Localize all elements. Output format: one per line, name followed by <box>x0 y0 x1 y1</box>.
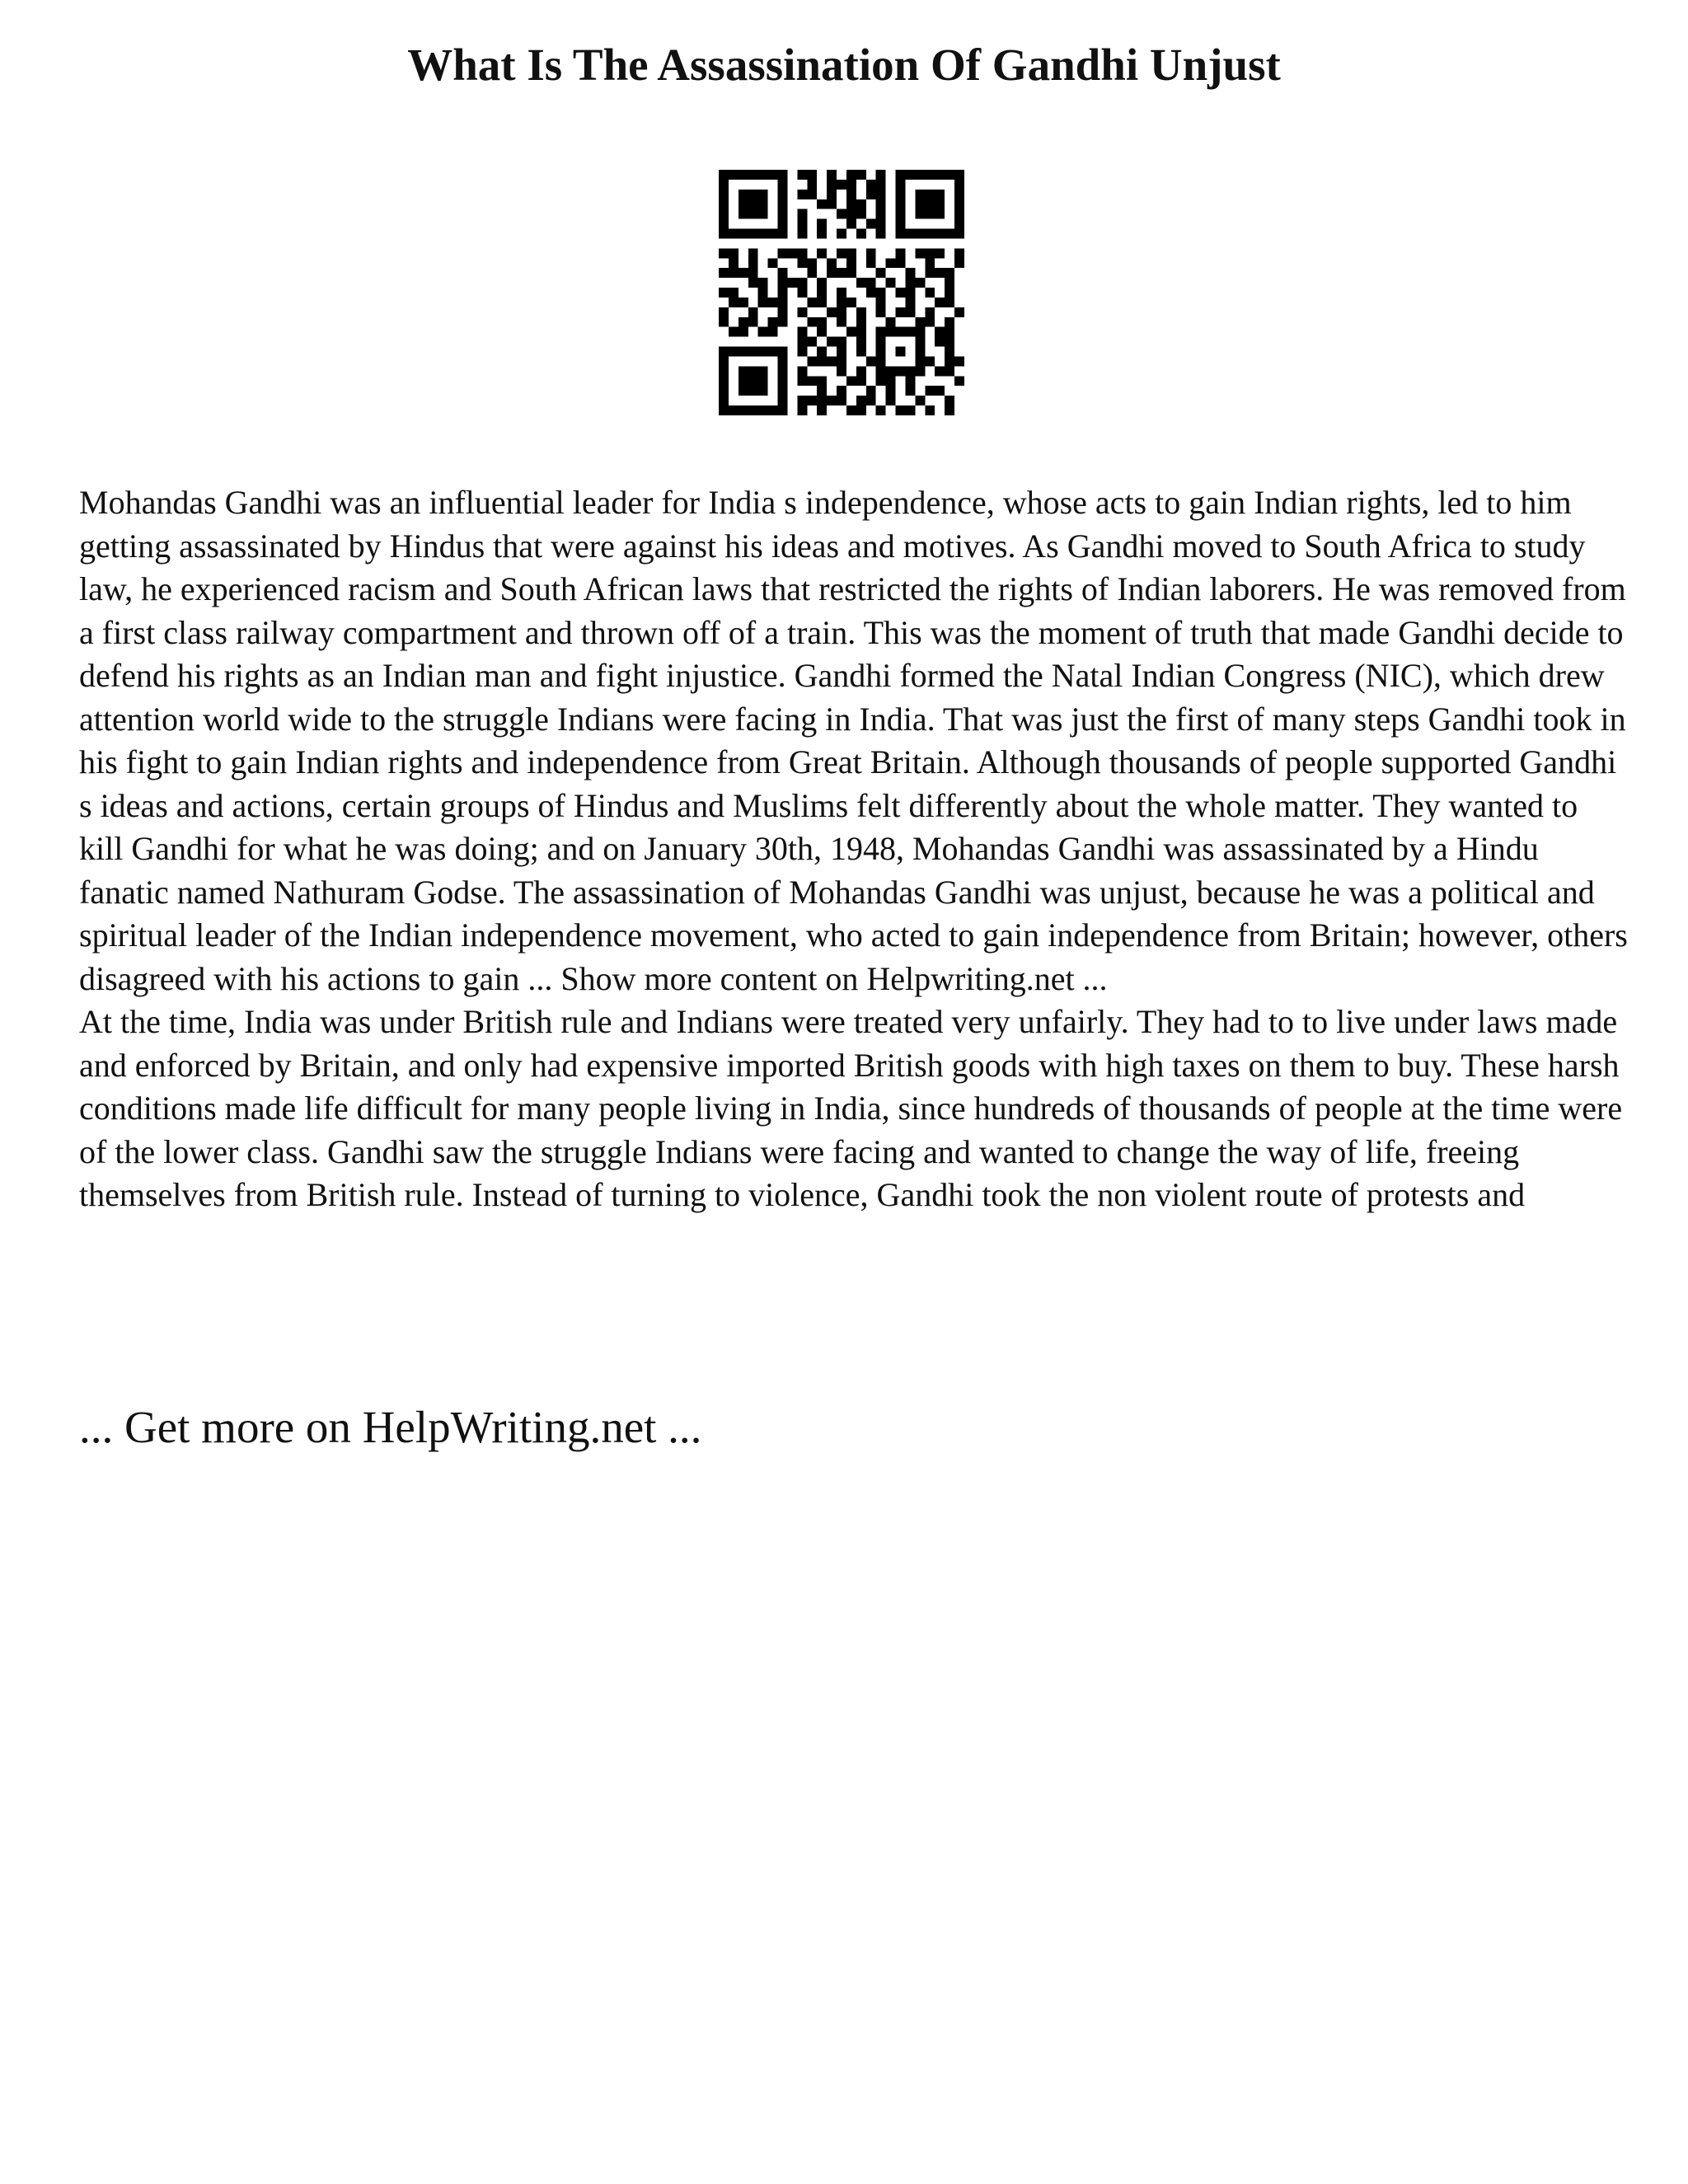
paragraph-2: At the time, India was under British rule and Indians were treated very unfairly. They had to to live under laws made and enforced by Britain, and only had expensive imported British goods with high taxes on them to buy. These harsh conditions made life difficult for many people living in India, since hundreds of thousands of people at the time were of the lower class. Gandhi saw the struggle Indians were facing and wanted to change the way of life, freeing themselves from British rule. Instead of turning to violence, Gandhi took the non violent route of protests and <box>79 1003 1623 1213</box>
get-more-link[interactable]: ... Get more on HelpWriting.net ... <box>79 1402 702 1452</box>
paragraph-1: Mohandas Gandhi was an influential leader for India s independence, whose acts to gain Indian rights, led to him getting assassinated by Hindus that were against his ideas and motives. As Gandhi moved to South Africa to study law, he experienced racism and South African laws that restricted the rights of Indian laborers. He was removed from a first class railway compartment and thrown off of a train. This was the moment of truth that made Gandhi decide to defend his rights as an Indian man and fight injustice. Gandhi formed the Natal Indian Congress (NIC), which drew attention world wide to the struggle Indians were facing in India. That was just the first of many steps Gandhi took in his fight to gain Indian rights and independence from Great Britain. Although thousands of people supported Gandhi s ideas and actions, certain groups of Hindus and Muslims felt differently about the whole matter. They wanted to kill Gandhi for what he was doing; and on January 30th, 1948, Mohandas Gandhi was assassinated by a Hindu fanatic named Nathuram Godse. The assassination of Mohandas Gandhi was unjust, because he was a political and spiritual leader of the Indian independence movement, who acted to gain independence from Britain; however, others disagreed with his actions to gain ... Show more content on Helpwriting.net ... <box>79 484 1628 997</box>
qr-code-icon <box>719 170 964 415</box>
article-body <box>79 481 1629 1217</box>
page-title: What Is The Assassination Of Gandhi Unjust <box>407 40 1281 90</box>
